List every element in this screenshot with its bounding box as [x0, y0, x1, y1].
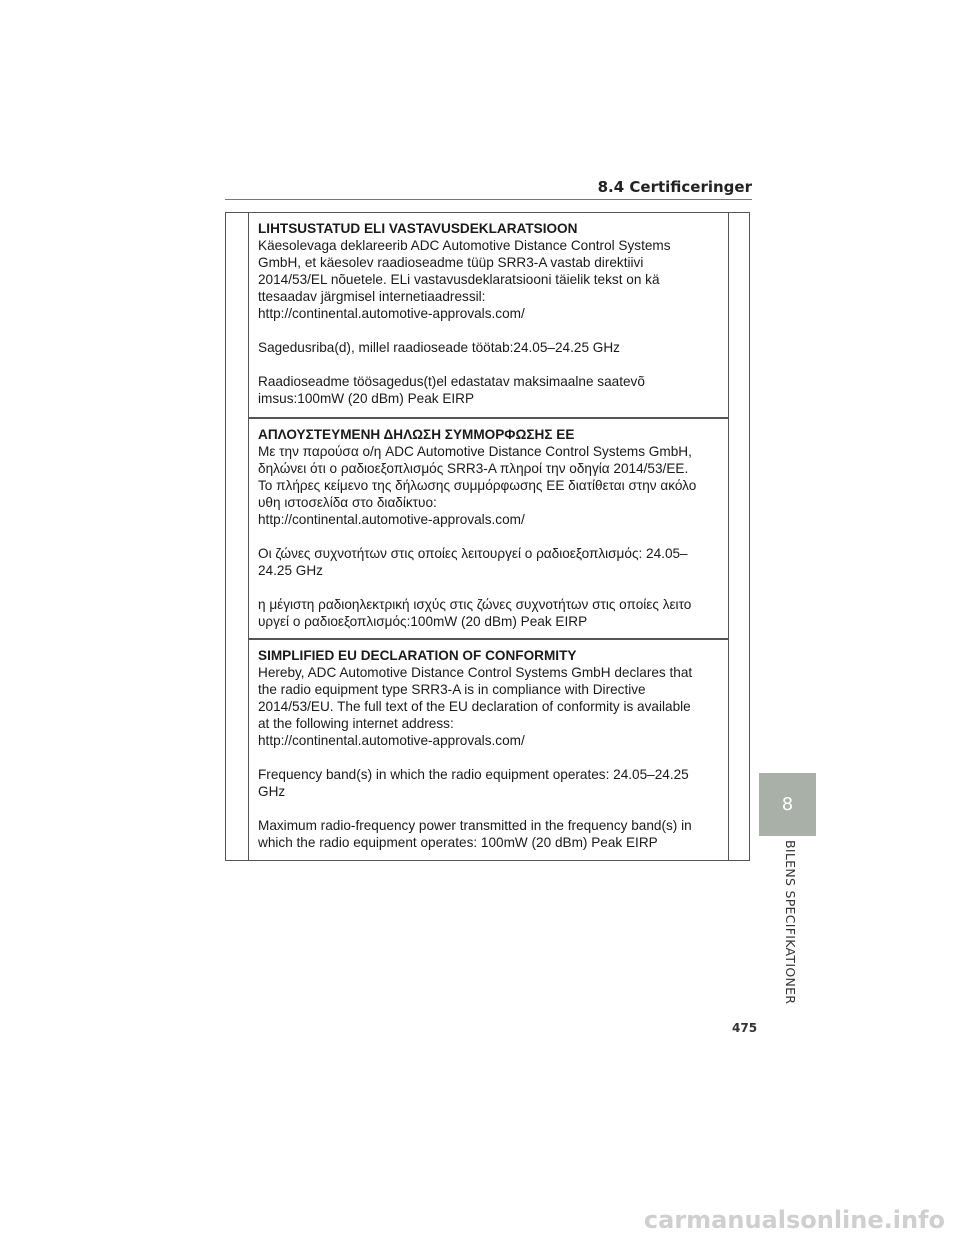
text-line: υθη ιστοσελίδα στο διαδίκτυο:: [258, 495, 437, 510]
text-line: ttesaadav järgmisel internetiaadressil:: [258, 289, 486, 304]
url-text: http://continental.automotive-approvals.com/: [258, 306, 525, 321]
text-line: 2014/53/EL nõuetele. ELi vastavusdeklaratsiooni täielik tekst on kä: [258, 272, 660, 287]
table-right-margin-line: [728, 213, 729, 860]
text-line: which the radio equipment operates: 100mW (20 dBm) Peak EIRP: [258, 835, 658, 850]
text-line: Frequency band(s) in which the radio equipment operates: 24.05–24.25: [258, 767, 689, 782]
text-line: 2014/53/EU. The full text of the EU declaration of conformity is available: [258, 699, 691, 714]
header-rule: [225, 199, 752, 200]
section-heading: ΑΠΛΟΥΣΤΕΥΜΕΝΗ ΔΗΛΩΣΗ ΣΥΜΜΟΡΦΩΣΗΣ ΕΕ: [258, 427, 575, 442]
text-line: Raadioseadme töösagedus(t)el edastatav maksimaalne saatevõ: [258, 374, 645, 389]
section-divider: [248, 638, 728, 640]
url-text: http://continental.automotive-approvals.com/: [258, 733, 525, 748]
text-line: Οι ζώνες συχνοτήτων στις οποίες λειτουργεί ο ραδιοεξοπλισμός: 24.05–: [258, 546, 688, 561]
chapter-tab: 8: [759, 773, 816, 836]
greek-declaration: [258, 426, 726, 630]
section-title: 8.4 Certificeringer: [597, 178, 752, 196]
text-line: δηλώνει ότι ο ραδιοεξοπλισμός SRR3-A πληροί την οδηγία 2014/53/ΕΕ.: [258, 461, 689, 476]
watermark: carmanualsonline.info: [643, 1206, 945, 1234]
chapter-label: BILENS SPECIFIKATIONER: [783, 840, 798, 1005]
url-text: http://continental.automotive-approvals.com/: [258, 512, 525, 527]
text-line: Το πλήρες κείμενο της δήλωσης συμμόρφωσης ΕΕ διατίθεται στην ακόλο: [258, 478, 697, 493]
section-heading: LIHTSUSTATUD ELI VASTAVUSDEKLARATSIOON: [258, 221, 578, 236]
table-left-margin-line: [248, 213, 249, 860]
declaration-table: [225, 212, 750, 861]
text-line: Hereby, ADC Automotive Distance Control Systems GmbH declares that: [258, 665, 693, 680]
text-line: imsus:100mW (20 dBm) Peak EIRP: [258, 391, 475, 406]
text-line: Käesolevaga deklareerib ADC Automotive Distance Control Systems: [258, 238, 671, 253]
text-line: 24.25 GHz: [258, 563, 323, 578]
estonian-declaration: [258, 220, 726, 407]
text-line: at the following internet address:: [258, 716, 454, 731]
text-line: η μέγιστη ραδιοηλεκτρική ισχύς στις ζώνες συχνοτήτων στις οποίες λειτο: [258, 597, 692, 612]
text-line: Sagedusriba(d), millel raadioseade töötab:24.05–24.25 GHz: [258, 340, 620, 355]
section-divider: [248, 417, 728, 419]
text-line: GHz: [258, 784, 286, 799]
text-line: Maximum radio-frequency power transmitted in the frequency band(s) in: [258, 818, 692, 833]
text-line: GmbH, et käesolev raadioseadme tüüp SRR3-A vastab direktiivi: [258, 255, 644, 270]
page-number: 475: [732, 1021, 758, 1035]
text-line: υργεί ο ραδιοεξοπλισμός:100mW (20 dBm) Peak EIRP: [258, 614, 588, 629]
text-line: the radio equipment type SRR3-A is in compliance with Directive: [258, 682, 646, 697]
section-heading: SIMPLIFIED EU DECLARATION OF CONFORMITY: [258, 648, 577, 663]
english-declaration: [258, 647, 726, 851]
text-line: Με την παρούσα ο/η ADC Automotive Distance Control Systems GmbH,: [258, 444, 692, 459]
